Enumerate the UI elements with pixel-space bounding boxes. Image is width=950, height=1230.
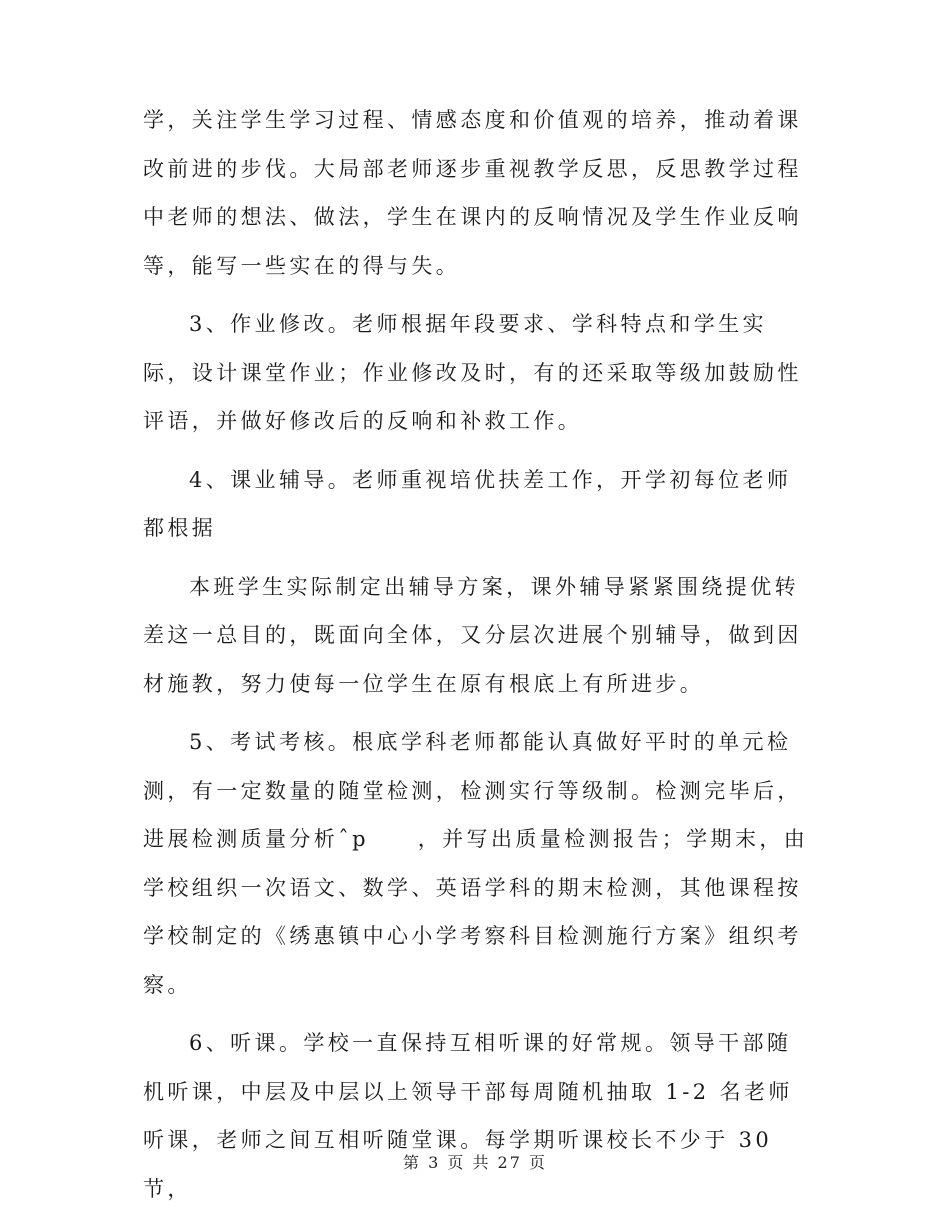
- paragraph-tutoring-plan: 本班学生实际制定出辅导方案，课外辅导紧紧围绕提优转差这一总目的，既面向全体，又分层次进展个别辅导，做到因材施教，努力使每一位学生在原有根底上有所进步。: [143, 574, 802, 696]
- paragraph-lesson-observation: 6、听课。学校一直保持互相听课的好常规。领导干部随机听课，中层及中层以上领导干部每周随机抽取 1-2 名老师听课，老师之间互相听随堂课。每学期听课校长不少于 30 节，: [143, 1031, 793, 1201]
- paragraph-homework-correction: 3、作业修改。老师根据年段要求、学科特点和学生实际，设计课堂作业；作业修改及时，有的还采取等级加鼓励性评语，并做好修改后的反响和补救工作。: [143, 312, 802, 433]
- document-body: [143, 96, 815, 1223]
- paragraph-continuation: 学，关注学生学习过程、情感态度和价值观的培养，推动着课改前进的步伐。大局部老师逐步重视教学反思，反思教学过程中老师的想法、做法，学生在课内的反响情况及学生作业反响等，能写一些实在的得与失。: [143, 108, 802, 278]
- paragraph-exams: 5、考试考核。根底学科老师都能认真做好平时的单元检测，有一定数量的随堂检测，检测实行等级制。检测完毕后，进展检测质量分析ˆp ，并写出质量检测报告；学期末，由学校组织一次语文、数学、英语学科的期末检测，其他课程按学校制定的《绣惠镇中心小学考察科目检测施行方案》组织考察。: [143, 730, 809, 997]
- page-number-footer: 第 3 页 共 27 页: [403, 1153, 547, 1172]
- paragraph-tutoring: 4、课业辅导。老师重视培优扶差工作，开学初每位老师都根据: [143, 467, 792, 540]
